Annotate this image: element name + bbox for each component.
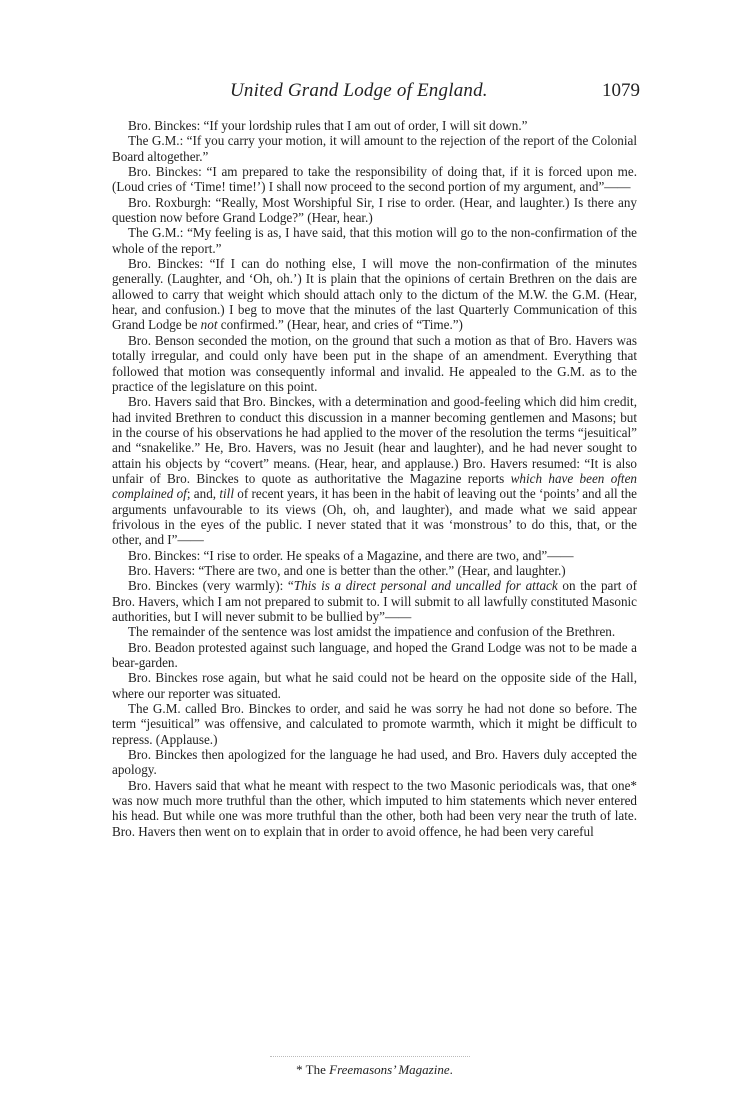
italic-text: not <box>200 317 218 333</box>
paragraph <box>112 333 637 394</box>
paragraph <box>112 225 637 256</box>
paragraph <box>112 778 637 839</box>
page-header <box>115 80 640 102</box>
paragraph <box>112 563 637 578</box>
footnote-end: . <box>449 1062 453 1077</box>
text-run: Bro. Havers said that Bro. Binckes, with a determination and good-feeling which did him credit, had invited Brethren to conduct this discussion in a manner becoming gentlemen and Masons; but in the course of his observations he had applied to the mover of the resolution the terms “jesuitical” and “snakelike.” He, Bro. Havers, was no Jesuit (hear and laughter), and he had never sought to attain his objects by “covert” means. (Hear, hear, and applause.) Bro. Havers resumed: “It is also unfair of Bro. Binckes to quote as authoritative the Magazine reports <box>112 394 637 486</box>
footnote-rule <box>270 1056 470 1057</box>
text-run: on the part of Bro. Havers, which I am not prepared to submit to. I will submit to all lawfully constituted Masonic authorities, but I will never submit to be bullied by”—— <box>112 578 637 624</box>
text-run: Bro. Roxburgh: “Really, Most Worshipful Sir, I rise to order. (Hear, and laughter.) Is there any question now before Grand Lodge?” (Hear, hear.) <box>112 194 637 226</box>
article-body <box>112 118 637 839</box>
text-run: Bro. Binckes: “If I can do nothing else, I will move the non-confirmation of the minutes generally. (Laughter, and ‘Oh, oh.’) It is plain that the opinions of certain Brethren on the dais are allowed to carry that weight which should attach only to the dictum of the M.W. the G.M. (Hear, hear, and confusion.) I beg to move that the minutes of the last Quarterly Communication of this Grand Lodge be <box>112 256 637 333</box>
text-run: Bro. Havers: “There are two, and one is better than the other.” (Hear, and laughter.) <box>128 562 566 578</box>
text-run: Bro. Havers said that what he meant with respect to the two Masonic periodicals was, that one* was now much more truthful than the other, which imputed to him statements which never entered his head. But while one was more truthful than the other, both had been very near the truth of late. Bro. Havers then went on to explain that in order to avoid offence, he had been very careful <box>112 777 637 839</box>
text-run: Bro. Binckes: “I am prepared to take the responsibility of doing that, if it is forced upon me. (Loud cries of ‘Time! time!’) I shall now proceed to the second portion of my argument, and”—— <box>112 164 637 195</box>
paragraph <box>112 164 637 195</box>
paragraph <box>112 578 637 624</box>
text-run: Bro. Binckes: “If your lordship rules that I am out of order, I will sit down.” <box>128 118 528 133</box>
paragraph <box>112 624 637 639</box>
italic-text: which have been often complained of <box>112 470 637 502</box>
running-title: United Grand Lodge of England. <box>230 80 488 101</box>
text-run: confirmed.” (Hear, hear, and cries of “Time.”) <box>217 317 463 333</box>
paragraph <box>112 256 637 333</box>
paragraph <box>112 133 637 164</box>
paragraph <box>112 118 637 133</box>
text-run: Bro. Binckes rose again, but what he said could not be heard on the opposite side of the Hall, where our reporter was situated. <box>112 670 637 701</box>
text-run: ; and, <box>186 486 220 502</box>
paragraph <box>112 701 637 747</box>
text-run: Bro. Binckes: “I rise to order. He speaks of a Magazine, and there are two, and”—— <box>128 547 574 563</box>
text-run: Bro. Benson seconded the motion, on the ground that such a motion as that of Bro. Havers was totally irregular, and could only have been put in the shape of an amendment. Everything that followed that motion was consequently informal and invalid. He appealed to the G.M. as to the practice of the legislature on this point. <box>112 332 637 394</box>
footnote-marker: * The <box>296 1062 330 1077</box>
text-run: Bro. Binckes then apologized for the language he had used, and Bro. Havers duly accepted the apology. <box>112 747 637 778</box>
footnote-title: Freemasons’ Magazine <box>329 1062 450 1077</box>
text-run: The G.M. called Bro. Binckes to order, and said he was sorry he had not done so before. The term “jesuitical” was offensive, and calculated to promote warmth, which it might be difficult to repress. (Applause.) <box>112 701 637 747</box>
text-run: Bro. Binckes (very warmly): “ <box>128 578 294 594</box>
paragraph <box>112 394 637 547</box>
footnote <box>112 1062 637 1078</box>
text-run: Bro. Beadon protested against such language, and hoped the Grand Lodge was not to be made a bear-garden. <box>112 639 637 671</box>
italic-text: till <box>219 486 234 502</box>
paragraph <box>112 747 637 778</box>
italic-text: This is a direct personal and uncalled for attack <box>293 578 558 594</box>
paragraph <box>112 195 637 226</box>
text-run: The G.M.: “My feeling is as, I have said, that this motion will go to the non-confirmation of the whole of the report.” <box>112 225 637 256</box>
paragraph <box>112 670 637 701</box>
paragraph <box>112 640 637 671</box>
paragraph <box>112 548 637 563</box>
text-run: The remainder of the sentence was lost amidst the impatience and confusion of the Brethren. <box>128 624 616 640</box>
text-run: of recent years, it has been in the habit of leaving out the ‘points’ and all the arguments unfavourable to its views (Oh, oh, and laughter), and made what we said appear frivolous in the eyes of the public. I never stated that it was ‘monstrous’ to do this, that, or the other, and I”—— <box>112 486 637 548</box>
text-run: The G.M.: “If you carry your motion, it will amount to the rejection of the report of the Colonial Board altogether.” <box>112 133 637 164</box>
page-number: 1079 <box>602 80 640 101</box>
